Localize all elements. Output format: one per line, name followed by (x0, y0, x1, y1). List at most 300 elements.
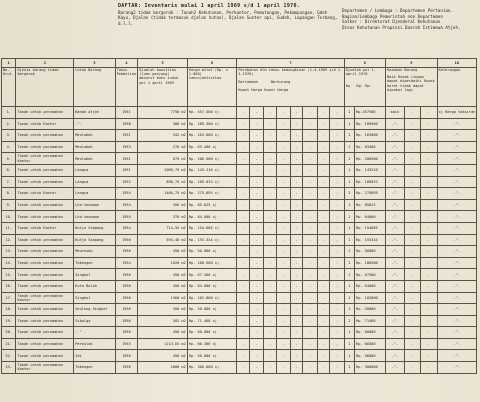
cell-empty-dash: - (421, 327, 438, 339)
cell-empty-dash: - (276, 176, 290, 188)
cell-empty-dash: - (317, 280, 329, 292)
table-row (2, 362, 477, 374)
cell-harga: Rp. 189.500 x) (187, 118, 237, 130)
cell-no: 4. (2, 141, 16, 153)
cell-letak: -"- (74, 118, 115, 130)
department-info (342, 8, 480, 30)
cell-empty-dash: - (303, 362, 317, 374)
cell-empty-dash: - (303, 199, 317, 211)
cell-empty-dash: - (276, 338, 290, 350)
cell-kw: 1 (344, 130, 354, 142)
cell-empty-dash: - (404, 153, 421, 165)
cell-empty-dash: - (264, 176, 276, 188)
cell-tahun: 1956 (115, 350, 138, 362)
perubahan-subheaders (238, 80, 342, 84)
cell-tahun: 1954 (115, 199, 138, 211)
cell-empty-dash: - (421, 222, 438, 234)
cell-empty-dash: - (421, 234, 438, 246)
cell-empty-dash: - (249, 280, 263, 292)
cell-empty-dash: - (317, 338, 329, 350)
cell-empty-dash: - (330, 257, 345, 269)
cell-empty-dash: - (237, 130, 249, 142)
cell-harga: Rp. 189.033 x) (187, 176, 237, 188)
cell-kw: 1 (344, 199, 354, 211)
cell-empty-dash: - (264, 130, 276, 142)
cell-empty-dash: - (264, 234, 276, 246)
cell-empty-dash: - (303, 141, 317, 153)
cell-empty-dash: - (264, 280, 276, 292)
keadaan-label: Keadaan Barang (387, 68, 418, 72)
table-row (2, 338, 477, 350)
cell-empty-dash: - (237, 257, 249, 269)
cell-letak: - " - (74, 327, 115, 339)
cell-empty-dash: - (264, 164, 276, 176)
cell-baik: -"- (386, 315, 405, 327)
cell-empty-dash: - (404, 188, 421, 200)
cell-empty-dash: - (264, 222, 276, 234)
cell-empty-dash: - (404, 222, 421, 234)
cell-empty-dash: - (317, 292, 329, 304)
cell-kw: 1 (344, 315, 354, 327)
cell-empty-dash: - (264, 141, 276, 153)
cell-empty-dash: - (330, 211, 345, 223)
department-line: Departemen / Lembaga : Departemen Pertanian. (342, 8, 453, 13)
cell-baik: -"- (386, 304, 405, 316)
cell-empty-dash: - (291, 257, 303, 269)
cell-empty-dash: - (404, 292, 421, 304)
table-row (2, 176, 477, 188)
cell-kw: 1 (344, 222, 354, 234)
cell-rp: Rp. 71468 (355, 315, 386, 327)
cell-ket: -"- (437, 118, 476, 130)
cell-tahun: 1958 (115, 118, 138, 130)
cell-no: 23. (2, 362, 16, 374)
cell-empty-dash: - (276, 188, 290, 200)
cell-no: 13. (2, 246, 16, 258)
cell-jumlah: 1020 m2 (138, 257, 188, 269)
cell-jumlah: 502 m2 (138, 315, 188, 327)
cell-empty-dash: - (303, 107, 317, 119)
cell-jumlah: 896,75 m2 (138, 176, 188, 188)
cell-jenis: Tanah untuk perumahan (16, 234, 74, 246)
cell-empty-dash: - (303, 246, 317, 258)
cell-letak: Kutja Simpang (74, 234, 115, 246)
cell-no: 22. (2, 350, 16, 362)
cell-jumlah: 594,40 m2 (138, 234, 188, 246)
cell-jumlah: 542 m2 (138, 130, 188, 142)
cell-empty-dash: - (404, 234, 421, 246)
subtitle-label: Barang2 tidak bergerak : (118, 9, 179, 15)
cell-empty-dash: - (249, 257, 263, 269)
cell-empty-dash: - (291, 188, 303, 200)
cell-ket: -"- (437, 164, 476, 176)
cell-kw: 1 (344, 257, 354, 269)
cell-baik: -"- (386, 188, 405, 200)
cell-empty-dash: - (317, 234, 329, 246)
cell-empty-dash: - (303, 222, 317, 234)
cell-kw: 1 (344, 211, 354, 223)
column-number: 10 (437, 59, 476, 68)
cell-empty-dash: - (291, 304, 303, 316)
cell-jenis: Tanah untuk perumahan (16, 327, 74, 339)
cell-tahun: 1951 (115, 130, 138, 142)
cell-letak: Langsa (74, 176, 115, 188)
cell-jenis: Tanah untuk perumahan (16, 304, 74, 316)
cell-empty-dash: - (317, 315, 329, 327)
cell-empty-dash: - (421, 199, 438, 211)
cell-empty-dash: - (317, 164, 329, 176)
cell-empty-dash: - (317, 118, 329, 130)
cell-empty-dash: - (404, 107, 421, 119)
cell-ket: -"- (437, 327, 476, 339)
cell-empty-dash: - (421, 246, 438, 258)
cell-jenis: Tanah untuk perumahan (16, 269, 74, 281)
cell-empty-dash: - (264, 292, 276, 304)
cell-kw: 1 (344, 153, 354, 165)
column-number: 1 (2, 59, 16, 68)
baik-label: Baik (387, 75, 396, 80)
table-row (2, 280, 477, 292)
cell-letak: Idi (74, 350, 115, 362)
cell-jumlah: 675 m2 (138, 153, 188, 165)
cell-empty-dash: - (237, 234, 249, 246)
cell-empty-dash: - (421, 107, 438, 119)
cell-empty-dash: - (291, 107, 303, 119)
cell-tahun: 1952 (115, 176, 138, 188)
cell-ket: -"- (437, 269, 476, 281)
keadaan-subheaders (387, 75, 436, 92)
cell-empty-dash: - (264, 315, 276, 327)
column-number-row (2, 59, 477, 68)
cell-tahun: 1953 (115, 141, 138, 153)
cell-empty-dash: - (249, 176, 263, 188)
cell-empty-dash: - (276, 327, 290, 339)
cell-empty-dash: - (330, 176, 345, 188)
cell-empty-dash: - (276, 164, 290, 176)
cell-no: 5. (2, 153, 16, 165)
cell-empty-dash: - (249, 153, 263, 165)
cell-ket: -"- (437, 188, 476, 200)
cell-empty-dash: - (264, 338, 276, 350)
cell-kw: 1 (344, 338, 354, 350)
cell-ket: -"- (437, 234, 476, 246)
cell-empty-dash: - (291, 222, 303, 234)
cell-baik: -"- (386, 130, 405, 142)
cell-jumlah: 714,55 m2 (138, 222, 188, 234)
cell-empty-dash: - (303, 153, 317, 165)
cell-tahun: 1956 (115, 234, 138, 246)
cell-kw: 1 (344, 107, 354, 119)
cell-empty-dash: - (404, 164, 421, 176)
cell-empty-dash: - (276, 199, 290, 211)
cell-kw: 1 (344, 164, 354, 176)
cell-ket: -"- (437, 211, 476, 223)
cell-harga: Rp. 457.500 x) (187, 107, 237, 119)
cell-empty-dash: - (317, 257, 329, 269)
cell-empty-dash: - (276, 280, 290, 292)
harga-label: Harga (251, 87, 263, 92)
cell-empty-dash: - (330, 304, 345, 316)
cell-no: 21. (2, 338, 16, 350)
cell-jumlah: 450 m2 (138, 280, 188, 292)
cell-empty-dash: - (237, 118, 249, 130)
cell-empty-dash: - (276, 350, 290, 362)
cell-empty-dash: - (303, 304, 317, 316)
subtitle-value: Tanah2 Kehutanan, Perkantor, Pemotongan, Pekampungan, Gdeh Kayu, Djalan (tidak termasuk djalan hutan), Djalan Sunter api, Gudeh, Lapangan Terbang, d.l.l. (118, 9, 338, 26)
cell-jumlah: 376 m2 (138, 211, 188, 223)
cell-letak: Lho'seumawe (74, 199, 115, 211)
cell-empty-dash: - (317, 222, 329, 234)
cell-baik: -"- (386, 338, 405, 350)
cell-kw: 1 (344, 176, 354, 188)
cell-empty-dash: - (317, 211, 329, 223)
cell-empty-dash: - (330, 130, 345, 142)
cell-jenis: Tanah untuk perumahan (16, 130, 74, 142)
cell-letak: Meulaboh (74, 153, 115, 165)
cell-empty-dash: - (404, 304, 421, 316)
perubahan-sub-subheaders (238, 88, 342, 92)
cell-baik: -"- (386, 350, 405, 362)
cell-empty-dash: - (317, 304, 329, 316)
cell-empty-dash: - (237, 350, 249, 362)
cell-kw: 1 (344, 350, 354, 362)
cell-letak: Banda Atjeh (74, 107, 115, 119)
cell-empty-dash: - (249, 118, 263, 130)
cell-ket: -"- (437, 141, 476, 153)
cell-jenis: Tanah untuk perumahan Kantor (16, 292, 74, 304)
cell-empty-dash: - (421, 269, 438, 281)
table-row (2, 130, 477, 142)
cell-empty-dash: - (237, 164, 249, 176)
rusak-ringan-label: Rusak ringan dapat diperbaiki (387, 75, 424, 84)
cell-jumlah: 2000 m2 (138, 362, 188, 374)
cell-empty-dash: - (249, 107, 263, 119)
cell-empty-dash: - (404, 338, 421, 350)
cell-empty-dash: - (421, 130, 438, 142)
cell-ket: -"- (437, 222, 476, 234)
table-row (2, 118, 477, 130)
cell-empty-dash: - (421, 362, 438, 374)
cell-empty-dash: - (237, 280, 249, 292)
cell-jumlah: 456 m2 (138, 199, 188, 211)
cell-empty-dash: - (276, 118, 290, 130)
cell-empty-dash: - (291, 338, 303, 350)
cell-rp: Rp. 143210 (355, 164, 386, 176)
column-header-row (2, 68, 477, 107)
cell-empty-dash: - (404, 246, 421, 258)
cell-empty-dash: - (276, 304, 290, 316)
cell-empty-dash: - (264, 188, 276, 200)
cell-letak: Takengon (74, 257, 115, 269)
table-row (2, 269, 477, 281)
cell-empty-dash: - (404, 362, 421, 374)
cell-ket: x) Harga taksiran (437, 107, 476, 119)
cell-empty-dash: - (291, 141, 303, 153)
cell-empty-dash: - (421, 188, 438, 200)
table-row (2, 257, 477, 269)
cell-empty-dash: - (237, 315, 249, 327)
cell-empty-dash: - (303, 350, 317, 362)
table-row (2, 304, 477, 316)
cell-tahun: 1954 (115, 222, 138, 234)
cell-kw: 1 (344, 280, 354, 292)
table-row (2, 292, 477, 304)
cell-empty-dash: - (249, 350, 263, 362)
cell-ket: -"- (437, 362, 476, 374)
cell-tahun: 1956 (115, 304, 138, 316)
cell-empty-dash: - (303, 292, 317, 304)
jumlah-akhir-units (346, 84, 384, 88)
rp-unit: Rp. Rp. (356, 84, 372, 89)
cell-empty-dash: - (249, 188, 263, 200)
cell-empty-dash: - (291, 164, 303, 176)
cell-rp: Rp. 20000 (355, 304, 386, 316)
cell-jumlah: 480 m2 (138, 118, 188, 130)
cell-kw: 1 (344, 362, 354, 374)
cell-rp: Rp. 155344 (355, 234, 386, 246)
cell-empty-dash: - (291, 153, 303, 165)
cell-empty-dash: - (404, 176, 421, 188)
column-number: 4 (115, 59, 138, 68)
cell-rp: Rp. 188500 (355, 257, 386, 269)
cell-empty-dash: - (291, 199, 303, 211)
cell-rp: Rp. 109500 (355, 118, 386, 130)
cell-harga: Rp. 63.400 x) (187, 141, 237, 153)
table-row (2, 350, 477, 362)
cell-empty-dash: - (291, 234, 303, 246)
cell-empty-dash: - (249, 141, 263, 153)
cell-empty-dash: - (317, 327, 329, 339)
cell-empty-dash: - (421, 153, 438, 165)
cell-empty-dash: - (237, 199, 249, 211)
cell-empty-dash: - (249, 292, 263, 304)
inventory-rows (2, 107, 477, 374)
cell-empty-dash: - (303, 164, 317, 176)
cell-empty-dash: - (276, 362, 290, 374)
cell-empty-dash: - (421, 292, 438, 304)
berkurang-label: Berkurang (270, 80, 291, 85)
header-no: No. Urut (2, 68, 16, 107)
document-title: DAFTAR: Inventaris mulai 1 april 1969 s/d 1 april 1970. (118, 3, 301, 9)
cell-no: 17. (2, 292, 16, 304)
cell-baik: -"- (386, 199, 405, 211)
cell-empty-dash: - (421, 257, 438, 269)
cell-empty-dash: - (276, 234, 290, 246)
cell-tahun: 1956 (115, 315, 138, 327)
cell-empty-dash: - (330, 269, 345, 281)
cell-tahun: 1954 (115, 257, 138, 269)
cell-jumlah: 276 m2 (138, 141, 188, 153)
cell-letak: Meulaboh (74, 141, 115, 153)
department-line: Bagian/Lembaga Pemerintah non Departemen (342, 13, 443, 19)
cell-empty-dash: - (317, 188, 329, 200)
cell-empty-dash: - (303, 176, 317, 188)
cell-empty-dash: - (317, 362, 329, 374)
cell-empty-dash: - (330, 338, 345, 350)
cell-jenis: Tanah untuk Kantor (16, 188, 74, 200)
cell-jenis: Tanah untuk perumahan (16, 338, 74, 350)
cell-no: 8. (2, 188, 16, 200)
cell-ket: -"- (437, 257, 476, 269)
cell-jenis: Tanah untuk perumahan (16, 107, 74, 119)
cell-tahun: 1951 (115, 153, 138, 165)
cell-letak: Singkel (74, 269, 115, 281)
cell-empty-dash: - (264, 153, 276, 165)
cell-tahun: 1954 (115, 188, 138, 200)
cell-rp: Rp.457500 (355, 107, 386, 119)
cell-harga: Rp. 64.000 x) (187, 211, 237, 223)
cell-empty-dash: - (330, 280, 345, 292)
cell-harga: Rp. 300.000 x) (187, 362, 237, 374)
cell-rp: Rp. 102000 (355, 292, 386, 304)
cell-empty-dash: - (303, 257, 317, 269)
cell-ket: -"- (437, 304, 476, 316)
column-number: 8 (344, 59, 385, 68)
cell-empty-dash: - (291, 130, 303, 142)
cell-empty-dash: - (421, 304, 438, 316)
cell-jenis: Tanah untuk perumahan (16, 211, 74, 223)
cell-empty-dash: - (303, 234, 317, 246)
header-jenis: Djenis barang tidak bergerak (16, 68, 74, 107)
cell-jumlah: 1360 m2 (138, 292, 188, 304)
cell-empty-dash: - (276, 315, 290, 327)
jumlah-akhir-label: Djumlah per 1-april 1970 (345, 68, 377, 77)
cell-jenis: Tanah untuk perumahan (16, 315, 74, 327)
cell-baik: -"- (386, 257, 405, 269)
cell-empty-dash: - (330, 188, 345, 200)
cell-empty-dash: - (317, 130, 329, 142)
cell-empty-dash: - (421, 176, 438, 188)
column-number: 2 (16, 59, 74, 68)
cell-ket: -"- (437, 350, 476, 362)
table-row (2, 246, 477, 258)
cell-empty-dash: - (303, 188, 317, 200)
cell-harga: Rp. 188.500 x) (187, 257, 237, 269)
header-jumlah-awal: Djumlah kwantitas (luas panjang) menurut buku induk per 1 april 1969 (138, 68, 188, 107)
cell-harga: Rp. 102.000 x) (187, 292, 237, 304)
cell-letak: Meureudu (74, 246, 115, 258)
cell-ket: -"- (437, 315, 476, 327)
cell-baik: -"- (386, 327, 405, 339)
cell-empty-dash: - (421, 338, 438, 350)
cell-kw: 1 (344, 246, 354, 258)
cell-tahun: 1956 (115, 327, 138, 339)
cell-rp: Rp. 154685 (355, 222, 386, 234)
cell-jumlah: 1213,64 m2 (138, 338, 188, 350)
cell-jumlah: 450 m2 (138, 350, 188, 362)
cell-empty-dash: - (264, 211, 276, 223)
cell-baik: -"- (386, 176, 405, 188)
cell-jenis: Tanah untuk perumahan (16, 199, 74, 211)
cell-empty-dash: - (237, 188, 249, 200)
cell-empty-dash: - (330, 327, 345, 339)
cell-ket: -"- (437, 199, 476, 211)
cell-harga: Rp. 155.344 x) (187, 234, 237, 246)
column-number: 3 (74, 59, 115, 68)
cell-empty-dash: - (404, 280, 421, 292)
cell-letak: Takengon (74, 362, 115, 374)
cell-empty-dash: - (249, 304, 263, 316)
cell-empty-dash: - (264, 304, 276, 316)
cell-empty-dash: - (330, 246, 345, 258)
document-subtitle (118, 10, 338, 27)
cell-kw: 1 (344, 118, 354, 130)
cell-rp: Rp. 56000 (355, 350, 386, 362)
cell-no: 6. (2, 164, 16, 176)
cell-empty-dash: - (249, 327, 263, 339)
cell-letak: Langsa (74, 188, 115, 200)
table-row (2, 141, 477, 153)
